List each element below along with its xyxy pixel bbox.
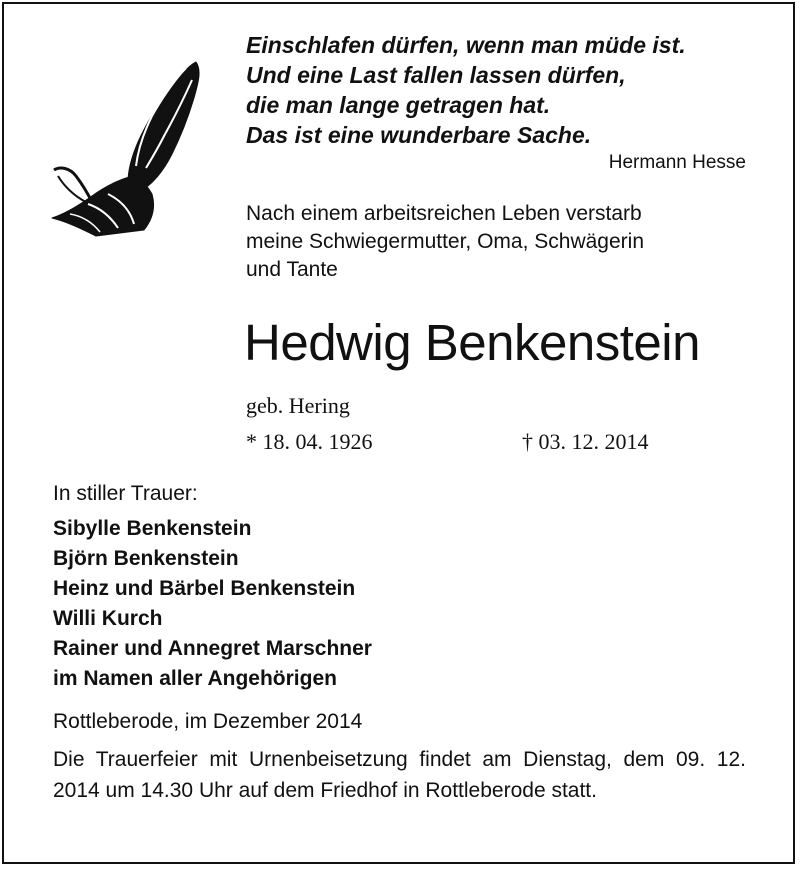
death-date: † 03. 12. 2014 [522,429,649,454]
intro-line: meine Schwiegermutter, Oma, Schwägerin [246,230,645,253]
poem-line: Das ist eine wunderbare Sache. [246,122,592,148]
mourner-name: Willi Kurch [53,607,163,630]
poem-quote [246,30,756,150]
place-and-date: Rottleberode, im Dezember 2014 [53,710,363,733]
mourner-list [53,514,372,694]
mourner-name: Heinz und Bärbel Benkenstein [53,577,356,600]
mourning-label: In stiller Trauer: [53,482,198,505]
poem-line: die man lange getragen hat. [246,92,551,118]
intro-line: Nach einem arbeitsreichen Leben verstarb [246,202,642,225]
service-info: Die Trauerfeier mit Urnenbeisetzung findet am Dienstag, dem 09. 12. 2014 um 14.30 Uhr auf dem Friedhof in Rottleberode statt. [53,748,746,802]
intro-text [246,200,756,284]
poem-line: Einschlafen dürfen, wenn man müde ist. [246,32,686,58]
mourner-name: Sibylle Benkenstein [53,517,252,540]
deceased-name: Hedwig Benkenstein [244,314,700,371]
intro-line: und Tante [246,258,338,281]
poem-line: Und eine Last fallen lassen dürfen, [246,62,626,88]
mourner-name: Björn Benkenstein [53,547,239,570]
praying-hands-icon [48,58,208,238]
mourner-name: im Namen aller Angehörigen [53,667,337,690]
birth-date: * 18. 04. 1926 [246,429,373,454]
poem-author: Hermann Hesse [608,152,746,173]
mourner-name: Rainer und Annegret Marschner [53,637,372,660]
birth-name: geb. Hering [246,393,350,418]
